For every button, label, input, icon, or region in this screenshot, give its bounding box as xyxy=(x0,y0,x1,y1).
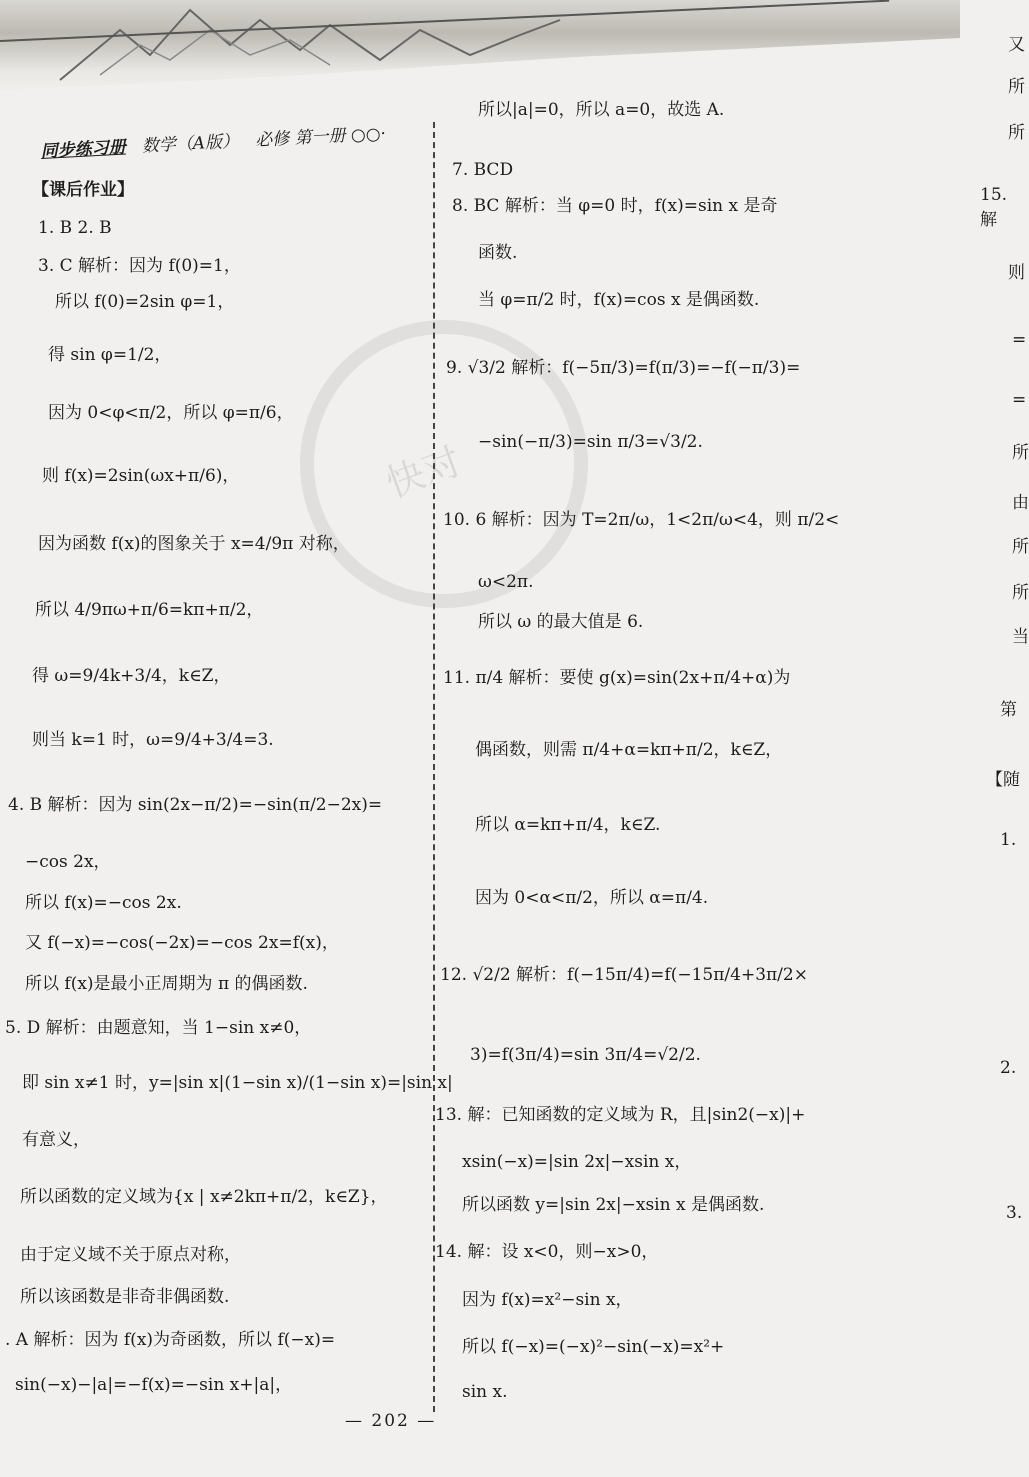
next-page-fragment: 所 xyxy=(1012,443,1029,463)
answer-line: 11. π/4 解析：要使 g(x)=sin(2x+π/4+α)为 xyxy=(443,668,791,688)
answer-line: xsin(−x)=|sin 2x|−xsin x， xyxy=(462,1152,692,1172)
answer-line: 8. BC 解析：当 φ=0 时，f(x)=sin x 是奇 xyxy=(452,196,778,216)
next-page-fragment: 则 xyxy=(1008,263,1025,283)
answer-line: 因为 f(x)=x²−sin x， xyxy=(462,1290,633,1310)
answer-line: 所以函数 y=|sin 2x|−xsin x 是偶函数. xyxy=(462,1195,765,1215)
answer-line: 则当 k=1 时，ω=9/4+3/4=3. xyxy=(32,730,274,750)
answer-line: 所以 α=kπ+π/4，k∈Z. xyxy=(475,815,661,835)
header-decoration xyxy=(0,0,960,95)
answer-line: −sin(−π/3)=sin π/3=√3/2. xyxy=(478,432,703,452)
answer-line: 10. 6 解析：因为 T=2π/ω，1<2π/ω<4，则 π/2< xyxy=(443,510,840,530)
section-title: 【课后作业】 xyxy=(32,180,134,200)
next-page-fragment: 由 xyxy=(1012,493,1029,513)
answer-line: 所以 ω 的最大值是 6. xyxy=(478,612,644,632)
answer-line: sin(−x)−|a|=−f(x)=−sin x+|a|， xyxy=(15,1375,293,1395)
answer-line: 所以函数的定义域为{x | x≠2kπ+π/2，k∈Z}， xyxy=(20,1187,388,1207)
next-page-fragment: 15. 解 xyxy=(980,185,1008,230)
answer-line: 9. √3/2 解析：f(−5π/3)=f(π/3)=−f(−π/3)= xyxy=(446,358,801,378)
answer-line: 得 sin φ=1/2， xyxy=(48,345,172,365)
next-page-fragment: 所 xyxy=(1012,537,1029,557)
answer-line: 13. 解：已知函数的定义域为 R，且|sin2(−x)|+ xyxy=(435,1105,806,1125)
landscape-illustration xyxy=(0,0,960,95)
answer-line: 即 sin x≠1 时，y=|sin x|(1−sin x)/(1−sin x)=|sin x| xyxy=(22,1073,453,1093)
next-page-fragment: 3. xyxy=(1006,1203,1023,1223)
subject-label: 数学（A版） xyxy=(141,131,240,157)
next-page-fragment: 所 xyxy=(1008,123,1025,143)
answer-line: 因为函数 f(x)的图象关于 x=4/9π 对称， xyxy=(38,534,350,554)
answer-line: 因为 0<φ<π/2，所以 φ=π/6， xyxy=(48,403,294,423)
answer-line: 得 ω=9/4k+3/4，k∈Z， xyxy=(32,666,231,686)
answer-line: 有意义， xyxy=(22,1130,90,1150)
next-page-fragment: = xyxy=(1012,330,1027,350)
answer-line: 当 φ=π/2 时，f(x)=cos x 是偶函数. xyxy=(478,290,760,310)
answer-line: −cos 2x， xyxy=(25,852,111,872)
answer-line: 由于定义域不关于原点对称， xyxy=(20,1245,241,1265)
column-divider xyxy=(433,122,435,1412)
answer-line: 1. B 2. B xyxy=(38,218,112,238)
answer-line: 则 f(x)=2sin(ωx+π/6)， xyxy=(42,466,240,486)
watermark-seal xyxy=(259,279,628,648)
next-page-fragment: 当 xyxy=(1012,627,1029,647)
answer-line: 所以 f(−x)=(−x)²−sin(−x)=x²+ xyxy=(462,1337,725,1357)
next-page-fragment: 1. xyxy=(1000,830,1017,850)
answer-line: 3)=f(3π/4)=sin 3π/4=√2/2. xyxy=(470,1045,701,1065)
answer-line: 14. 解：设 x<0，则−x>0， xyxy=(435,1242,659,1262)
next-page-fragment: 第 xyxy=(1000,700,1017,720)
answer-line: 所以 4/9πω+π/6=kπ+π/2， xyxy=(35,600,264,620)
answer-line: . A 解析：因为 f(x)为奇函数，所以 f(−x)= xyxy=(5,1330,336,1350)
answer-line: 函数. xyxy=(478,243,518,263)
answer-line: ω<2π. xyxy=(478,572,534,592)
book-title: 同步练习册 xyxy=(40,137,127,162)
answer-line: 12. √2/2 解析：f(−15π/4)=f(−15π/4+3π/2× xyxy=(440,965,808,985)
answer-line: 所以 f(x)是最小正周期为 π 的偶函数. xyxy=(25,974,308,994)
answer-line: 因为 0<α<π/2，所以 α=π/4. xyxy=(475,888,709,908)
answer-line: 7. BCD xyxy=(452,160,514,180)
answer-line: 所以 f(x)=−cos 2x. xyxy=(25,893,182,913)
answer-line: 所以该函数是非奇非偶函数. xyxy=(20,1287,230,1307)
next-page-fragment: 所 xyxy=(1012,583,1029,603)
answer-line: sin x. xyxy=(462,1382,508,1402)
volume-label: 必修 第一册 ○○· xyxy=(254,123,387,151)
answer-line: 3. C 解析：因为 f(0)=1， xyxy=(38,256,241,276)
answer-line: 偶函数，则需 π/4+α=kπ+π/2，k∈Z， xyxy=(475,740,783,760)
answer-line: 5. D 解析：由题意知，当 1−sin x≠0， xyxy=(5,1018,312,1038)
page-header xyxy=(40,119,386,162)
next-page-fragment: 【随 xyxy=(986,770,1020,790)
answer-line: 所以|a|=0，所以 a=0，故选 A. xyxy=(478,100,725,120)
next-page-fragment: 所 xyxy=(1008,77,1025,97)
watermark-text: 快对 xyxy=(380,438,467,507)
next-page-fragment: = xyxy=(1012,390,1027,410)
answer-line: 所以 f(0)=2sin φ=1， xyxy=(55,292,235,312)
page-number: — 202 — xyxy=(345,1411,437,1431)
answer-line: 4. B 解析：因为 sin(2x−π/2)=−sin(π/2−2x)= xyxy=(8,795,383,815)
next-page-fragment: 2. xyxy=(1000,1058,1017,1078)
next-page-fragment: 又 xyxy=(1008,35,1025,55)
answer-line: 又 f(−x)=−cos(−2x)=−cos 2x=f(x)， xyxy=(25,933,339,953)
